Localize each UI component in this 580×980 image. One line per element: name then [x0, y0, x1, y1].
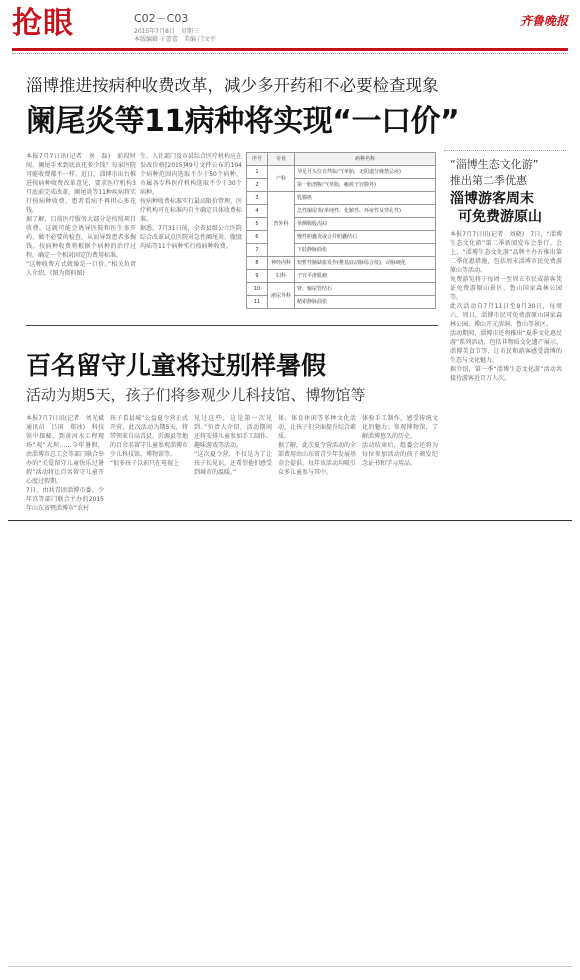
table-cell-number: 2 — [247, 179, 268, 192]
story2-subhead: 活动为期5天，孩子们将参观少儿科技馆、博物馆等 — [26, 386, 366, 404]
table-cell-number: 11 — [247, 296, 268, 309]
table-header-cell: 序号 — [247, 153, 268, 166]
sidebar-subhead-1: “淄博生态文化游” — [450, 158, 539, 171]
content-bottom-rule — [8, 520, 572, 521]
table-cell-disease: 孕足月头位自然临产(单胎，无阴道分娩禁忌症) — [295, 166, 436, 179]
table-cell-disease: 肾、输尿管结石 — [295, 283, 436, 296]
table-cell-specialty: 普外科 — [268, 192, 295, 257]
table-cell-specialty: 产科 — [268, 166, 295, 192]
paragraph: 体验手工制作，感受传统文化的魅力；参观博物馆，了解淄博悠久的历史。 — [362, 415, 438, 440]
story2-column-1 — [26, 414, 111, 513]
table-cell-disease: 第一胎剖腹产(单胎，瘢痕子宫除外) — [295, 179, 436, 192]
paragraph: 见过这些，这是第一次见到。”负责人介绍，活动期间还将安排儿童参加手工制作、趣味游戏等活动。 — [194, 415, 273, 449]
paragraph: 按病种收费标准实行最高限价管理，医疗机构可在标准内自主确定具体收费标准。 — [140, 198, 243, 223]
issue-editors: 本版编辑 于蕾蕾 美编 门文平 — [134, 36, 216, 43]
paper-name: 齐鲁晚报 — [519, 14, 568, 28]
sidebar-subhead-2: 推出第二季优惠 — [450, 174, 527, 187]
table-cell-disease: 单侧腹股沟疝 — [295, 218, 436, 231]
table-cell-disease: 下肢静脉曲张 — [295, 244, 436, 257]
paragraph: 据介绍，第一季“淄博生态文化游”活动共接待游客近百万人次。 — [450, 366, 562, 382]
story2-headline: 百名留守儿童将过别样暑假 — [26, 351, 327, 380]
table-cell-disease: 乳腺癌 — [295, 192, 436, 205]
table-cell-number: 5 — [247, 218, 268, 231]
table-cell-disease: 短暂性脑缺血发作(椎基底动脉综合征)，动脉硬化 — [295, 257, 436, 270]
paragraph: 活动期间，淄博市还将推出“夏季文化惠民游”系列活动，包括非物质文化遗产展示、淄博美食节等，让市民和游客感受淄博的生态与文化魅力。 — [450, 330, 562, 364]
paragraph: 本报7月7日讯(记者 刘光斌 通讯员 吕国 郑冰) 科技馆中探秘、到黄河水工程现场“观”大坝……今年暑假，由淄博市总工会等部门联合举办的“关爱留守儿童快乐过暑假”活动将让百名留守儿童开心度过假期。 — [26, 415, 111, 485]
table-header-row — [247, 153, 436, 166]
table-cell-number: 8 — [247, 257, 268, 270]
paragraph: 活动结束后，组委会还将为每位参加活动的孩子颁发纪念证书和学习用品。 — [362, 442, 438, 467]
table-cell-disease: 精索静脉曲张 — [295, 296, 436, 309]
sidebar-rule — [444, 150, 566, 151]
sidebar-headline-2: 可免费游原山 — [458, 209, 542, 225]
paragraph: 孩子看县城”公益夏令营正式开营，此次活动为期5天，将带领来自高青县、沂源县等地的百余名留守儿童参观淄博市少儿科技馆、博物馆等。 — [110, 415, 189, 458]
story-divider — [26, 325, 438, 326]
paragraph: 本报7月7日讯(记者 刘 磊) 前段时间，阑尾手术到底该花多少钱？每家医院可能收费都不一样。近日，淄博市出台推进按病种收费改革意见，要求医疗机构3月底前完成改革，阑尾炎等11种疾病将实行按病种收费，患者看病不再担心多花钱。 — [26, 153, 136, 214]
story1-subhead: 淄博推进按病种收费改革，减少多开药和不必要检查现象 — [26, 76, 439, 95]
story1-headline: 阑尾炎等11病种将实现“一口价” — [26, 104, 460, 139]
paragraph: 7日，由共青团淄博市委、少年宫等部门联合主办的2015年山东省暨淄博市“农村 — [26, 487, 104, 512]
table-cell-specialty: 神经内科 — [268, 257, 295, 270]
paragraph: 本报7月7日讯(记者 刘晓) 7日，“淄博生态文化游”第二季新闻发布会举行。会上，“淄博生态文化游”品牌主办方推出第二季优惠措施，包括周末淄博市民免费游原山等活动。 — [450, 231, 562, 274]
story2-column-3 — [194, 414, 272, 477]
table-cell-disease: 慢性胆囊炎或合并胆囊结石 — [295, 231, 436, 244]
paragraph: 据悉，7月31日前，全省县级公立医院综合改革试点医院对急性阑尾炎、腹股沟疝等11个病种实行按病种收费。 — [140, 225, 243, 250]
table-header-cell: 专业 — [268, 153, 295, 166]
paragraph: “这种收费方式就像是一口价。”相关负责人介绍。(图为资料图) — [26, 261, 136, 277]
masthead — [12, 6, 568, 46]
paragraph: 生、人社部门及市县综合医疗机构应在发改价格[2015]49号文件公布的104个病种范围内选取不少于50个病种，市属各专科医疗机构选取不少于30个病种。 — [140, 153, 243, 196]
sidebar-body — [450, 230, 562, 383]
story2-column-5 — [362, 414, 438, 468]
masthead-rule — [12, 48, 568, 51]
story2-column-2 — [110, 414, 188, 468]
table-row — [247, 270, 436, 283]
story2-column-4 — [278, 414, 356, 477]
page-range: C02－C03 — [134, 12, 189, 25]
table-cell-number: 10 — [247, 283, 268, 296]
sidebar-headline-1: 淄博游客周末 — [450, 191, 534, 207]
table-cell-number: 3 — [247, 192, 268, 205]
table-row — [247, 283, 436, 296]
paragraph: “这次夏令营，不仅是为了让孩子长见识，还希望他们感受到城市的温暖。” — [194, 451, 273, 476]
issue-date: 2015年7月8日 星期三 — [134, 28, 199, 35]
table-body — [247, 166, 436, 309]
issue-info — [134, 28, 216, 44]
story1-column-2 — [140, 152, 242, 251]
table-cell-number: 1 — [247, 166, 268, 179]
table-cell-disease: 急性阑尾炎(单纯性、化脓性、坏疽性及穿孔性) — [295, 205, 436, 218]
paragraph: 免费游览将于每周一至周五市民或游客凭证免费游原山景区、鲁山国家森林公园等。 — [450, 276, 562, 301]
table-row — [247, 192, 436, 205]
table-cell-number: 6 — [247, 231, 268, 244]
table-cell-number: 7 — [247, 244, 268, 257]
table-cell-number: 4 — [247, 205, 268, 218]
paragraph: 体、体育休闲等多种文化活动，让孩子们全面提升综合素质。 — [278, 415, 357, 440]
page-bottom-rule — [8, 966, 572, 967]
paragraph: “很多孩子以前只在电视上 — [110, 460, 180, 467]
masthead-dotted-rule — [12, 53, 568, 54]
table-cell-disease: 子宫平滑肌瘤 — [295, 270, 436, 283]
paragraph: 据了解，目前医疗服务大部分是按照项目收费，这就可能会诱导医院和医生多开药、做不必要的检查，从而导致患者多掏钱。按病种收费将根据个病种的治疗过程，确定一个相对固定的费用标准。 — [26, 216, 136, 259]
table-cell-specialty: 泌尿外科 — [268, 283, 295, 309]
paragraph: 此次活动自7月11日至9月30日，每周六、周日，淄博市民可免费游原山国家森林公园、博山开元溶洞、鲁山等景区。 — [450, 303, 562, 328]
table-row — [247, 166, 436, 179]
sidebar-story — [444, 150, 566, 540]
paragraph: 据了解，此次夏令营活动的全部费用由山东省青少年发展基金会提供，每年该活动均吸引众多儿童参与其中。 — [278, 442, 357, 476]
table-cell-specialty: 妇科 — [268, 270, 295, 283]
story1-column-1 — [26, 152, 136, 278]
disease-table — [246, 152, 436, 309]
table-header-cell: 病种名称 — [295, 153, 436, 166]
section-brand: 抢眼 — [12, 6, 74, 41]
table-cell-number: 9 — [247, 270, 268, 283]
table-row — [247, 257, 436, 270]
